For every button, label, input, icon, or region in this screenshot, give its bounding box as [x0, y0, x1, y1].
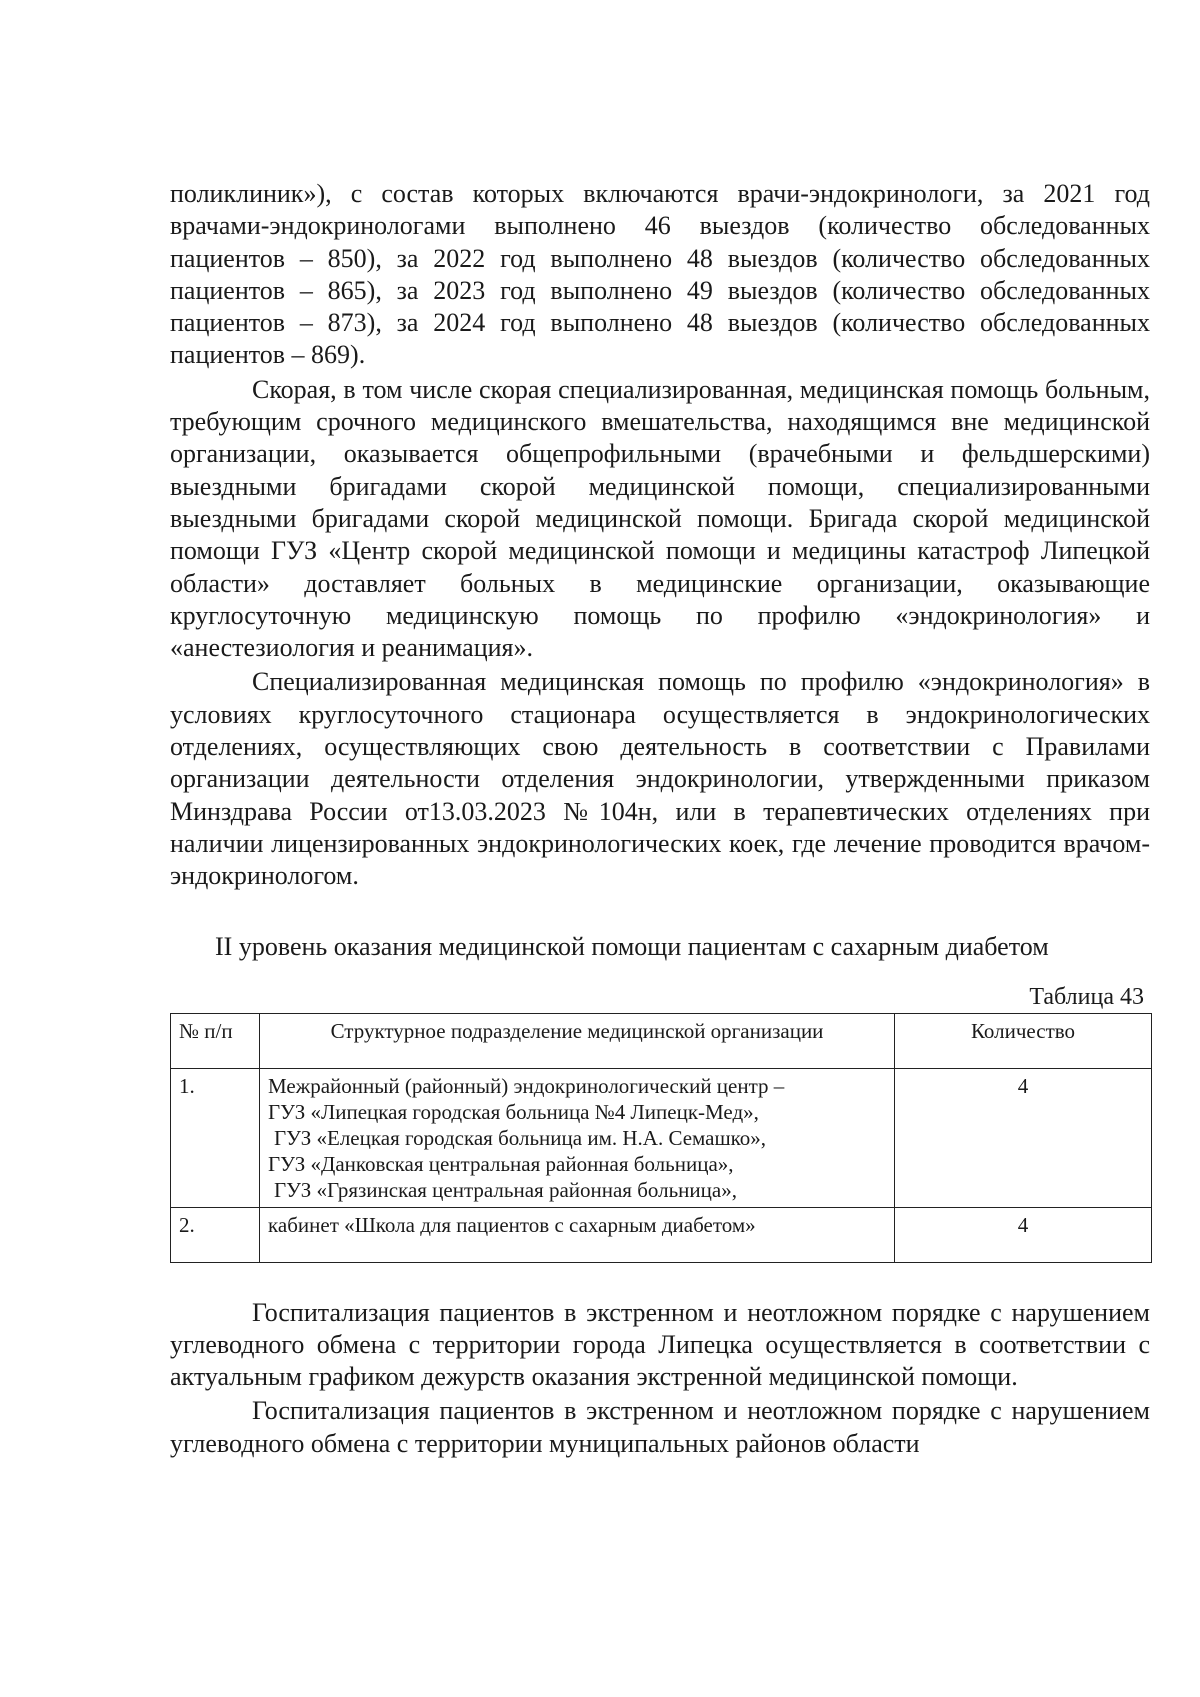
unit-line: кабинет «Школа для пациентов с сахарным диабетом» — [268, 1212, 756, 1237]
table-row — [171, 1068, 1152, 1207]
document-page — [170, 178, 1150, 1460]
row-quantity: 4 — [895, 1068, 1152, 1207]
unit-line: ГУЗ «Грязинская центральная районная больница», — [274, 1177, 737, 1202]
paragraph-specialized-care: Специализированная медицинская помощь по профилю «эндокринология» в условиях круглосуточного стационара осуществляется в эндокринологических отделениях, осуществляющих свою деятельность в соответствии с Правилами организации деятельности отделения эндокринологии, утвержденными приказом Минздрава России от13.03.2023 №104н, или в терапевтических отделениях при наличии лицензированных эндокринологических коек, где лечение проводится врачом-эндокринологом. — [170, 667, 1150, 891]
row-number: 2. — [171, 1207, 260, 1262]
table-caption: Таблица 43 — [1029, 983, 1144, 1010]
header-number: № п/п — [171, 1013, 260, 1068]
unit-line: Межрайонный (районный) эндокринологический центр – — [268, 1073, 785, 1098]
paragraph-emergency-care: Скорая, в том числе скорая специализированная, медицинская помощь больным, требующим срочного медицинского вмешательства, находящимся вне медицинской организации, оказывается общепрофильными (врачебными и фельдшерскими) выездными бригадами скорой медицинской помощи, специализированными выездными бригадами скорой медицинской помощи. Бригада скорой медицинской помощи ГУЗ «Центр скорой медицинской помощи и медицины катастроф Липецкой области» доставляет больных в медицинские организации, оказывающие круглосуточную медицинскую помощь по профилю «эндокринология» и «анестезиология и реанимация». — [170, 374, 1150, 663]
paragraph-outreach: поликлиник»), с состав которых включаются врачи-эндокринологи, за 2021 год врачами-эндокринологами выполнено 46 выездов (количество обследованных пациентов – 850), за 2022 год выполнено 48 выездов (количество обследованных пациентов – 865), за 2023 год выполнено 49 выездов (количество обследованных пациентов – 873), за 2024 год выполнено 48 выездов (количество обследованных пациентов – 869). — [170, 179, 1150, 370]
header-unit: Структурное подразделение медицинской организации — [260, 1013, 895, 1068]
row-unit — [260, 1207, 895, 1262]
unit-line: ГУЗ «Липецкая городская больница №4 Липецк-Мед», — [268, 1099, 759, 1124]
header-quantity: Количество — [895, 1013, 1152, 1068]
table-row — [171, 1207, 1152, 1262]
row-unit — [260, 1068, 895, 1207]
unit-line: ГУЗ «Елецкая городская больница им. Н.А. Семашко», — [274, 1125, 767, 1150]
unit-line: ГУЗ «Данковская центральная районная больница», — [268, 1151, 734, 1176]
row-quantity: 4 — [895, 1207, 1152, 1262]
paragraph-hospitalization-districts: Госпитализация пациентов в экстренном и неотложном порядке с нарушением углеводного обмена с территории муниципальных районов области — [170, 1396, 1150, 1458]
paragraph-hospitalization-city: Госпитализация пациентов в экстренном и неотложном порядке с нарушением углеводного обмена с территории города Липецка осуществляется в соответствии с актуальным графиком дежурств оказания экстренной медицинской помощи. — [170, 1297, 1150, 1392]
section-heading: II уровень оказания медицинской помощи пациентам с сахарным диабетом — [215, 931, 1049, 961]
care-level-table — [170, 1013, 1152, 1263]
table-header-row — [171, 1013, 1152, 1068]
row-number: 1. — [171, 1068, 260, 1207]
